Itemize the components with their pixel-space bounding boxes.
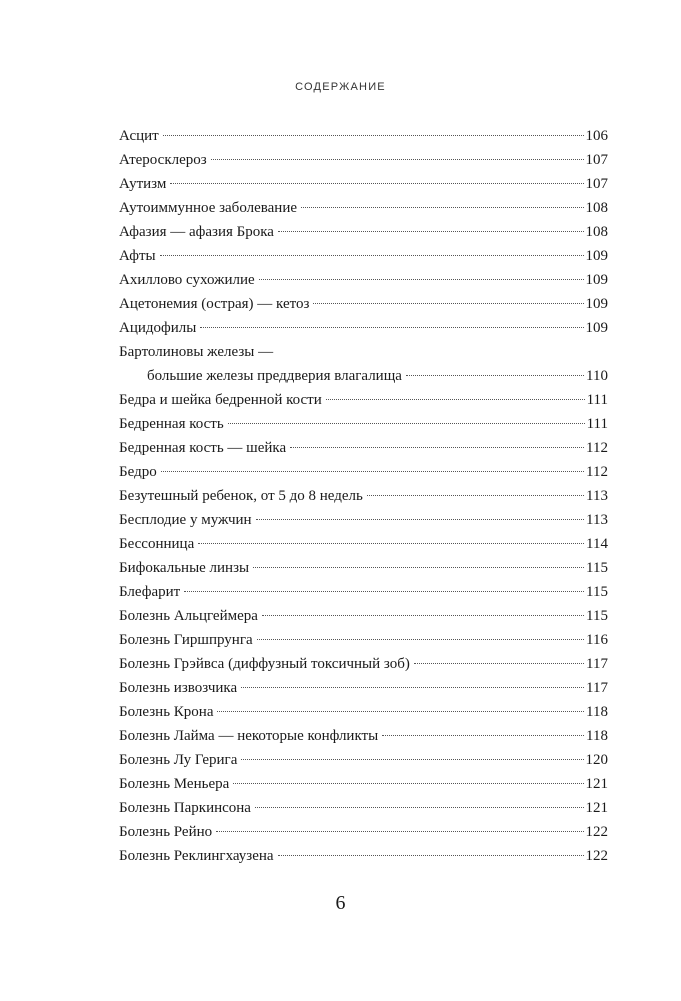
toc-entry-page: 117 xyxy=(586,656,608,672)
toc-entry xyxy=(119,508,608,532)
toc-entry xyxy=(119,196,608,220)
toc-entry xyxy=(119,268,608,292)
toc-entry-title: Болезнь Рейно xyxy=(119,824,213,840)
toc-entry-title: Ахиллово сухожилие xyxy=(119,272,255,288)
toc-entry-page: 107 xyxy=(585,152,608,168)
toc-entry-title: Бартолиновы железы — xyxy=(119,344,274,360)
toc-entry-page: 106 xyxy=(585,128,608,144)
toc-entry-page: 121 xyxy=(585,800,608,816)
toc-entry-title: Блефарит xyxy=(119,584,181,600)
toc-entry-title: Асцит xyxy=(119,128,159,144)
toc-dot-leader xyxy=(198,543,584,544)
toc-entry-title-continuation: большие железы преддверия влагалища xyxy=(147,368,402,384)
toc-entry xyxy=(119,748,608,772)
toc-dot-leader xyxy=(262,615,584,616)
toc-dot-leader xyxy=(256,519,584,520)
toc-dot-leader xyxy=(259,279,584,280)
toc-dot-leader xyxy=(257,639,584,640)
toc-dot-leader xyxy=(200,327,583,328)
toc-entry xyxy=(119,124,608,148)
toc-entry-title: Ацетонемия (острая) — кетоз xyxy=(119,296,310,312)
toc-entry-title: Бедренная кость xyxy=(119,416,224,432)
toc-dot-leader xyxy=(278,855,584,856)
toc-dot-leader xyxy=(241,759,583,760)
toc-entry-title: Бедра и шейка бедренной кости xyxy=(119,392,322,408)
toc-dot-leader xyxy=(211,159,584,160)
toc-entry-title: Атеросклероз xyxy=(119,152,207,168)
toc-entry-page: 109 xyxy=(585,248,608,264)
toc-entry-title: Болезнь Альцгеймера xyxy=(119,608,258,624)
toc-dot-leader xyxy=(217,711,584,712)
toc-entry-title: Бедро xyxy=(119,464,157,480)
toc-entry-title: Бедренная кость — шейка xyxy=(119,440,287,456)
toc-entry-page: 120 xyxy=(585,752,608,768)
toc-entry-title: Болезнь Лу Герига xyxy=(119,752,238,768)
toc-dot-leader xyxy=(367,495,584,496)
toc-dot-leader xyxy=(301,207,583,208)
toc-entry xyxy=(119,148,608,172)
toc-dot-leader xyxy=(313,303,583,304)
toc-entry xyxy=(119,628,608,652)
toc-entry-title: Болезнь Лайма — некоторые конфликты xyxy=(119,728,379,744)
toc-entry xyxy=(119,820,608,844)
toc-entry-title: Безутешный ребенок, от 5 до 8 недель xyxy=(119,488,363,504)
toc-entry-title: Болезнь извозчика xyxy=(119,680,238,696)
toc-dot-leader xyxy=(278,231,584,232)
toc-entry-page: 112 xyxy=(586,464,608,480)
toc-entry-title: Афты xyxy=(119,248,156,264)
toc-entry xyxy=(119,388,608,412)
toc-entry xyxy=(119,484,608,508)
toc-entry-title: Болезнь Реклингхаузена xyxy=(119,848,274,864)
toc-entry-title: Аутоиммунное заболевание xyxy=(119,200,298,216)
toc-entry-page: 118 xyxy=(586,704,608,720)
toc-entry-page: 112 xyxy=(586,440,608,456)
toc-entry-page: 116 xyxy=(586,632,608,648)
toc-entry xyxy=(119,292,608,316)
toc-dot-leader xyxy=(382,735,584,736)
toc-entry xyxy=(119,580,608,604)
toc-dot-leader xyxy=(253,567,584,568)
toc-entry xyxy=(119,532,608,556)
toc-entry-title: Бесплодие у мужчин xyxy=(119,512,252,528)
toc-dot-leader xyxy=(228,423,585,424)
toc-dot-leader xyxy=(290,447,584,448)
toc-entry xyxy=(119,772,608,796)
toc-entry xyxy=(119,676,608,700)
toc-entry xyxy=(119,796,608,820)
toc-entry-page: 115 xyxy=(586,560,608,576)
toc-entry-title: Болезнь Паркинсона xyxy=(119,800,251,816)
page-header: СОДЕРЖАНИЕ xyxy=(295,81,386,93)
toc-entry-page: 113 xyxy=(586,488,608,504)
toc-entry xyxy=(119,316,608,340)
toc-entry-page: 122 xyxy=(585,824,608,840)
toc-entry-page: 122 xyxy=(585,848,608,864)
toc-dot-leader xyxy=(406,375,584,376)
toc-entry-title: Аутизм xyxy=(119,176,167,192)
toc-entry-title: Бифокальные линзы xyxy=(119,560,250,576)
toc-dot-leader xyxy=(414,663,584,664)
toc-entry xyxy=(119,604,608,628)
toc-entry-page: 107 xyxy=(585,176,608,192)
page-number: 6 xyxy=(335,892,346,914)
toc-dot-leader xyxy=(163,135,584,136)
toc-entry-page: 111 xyxy=(586,392,608,408)
toc-entry-title: Болезнь Гиршпрунга xyxy=(119,632,253,648)
toc-entry-title: Бессонница xyxy=(119,536,195,552)
toc-entry-page: 117 xyxy=(586,680,608,696)
toc-entry-page: 110 xyxy=(586,368,608,384)
toc-entry xyxy=(119,724,608,748)
toc-entry xyxy=(119,652,608,676)
toc-entry-page: 108 xyxy=(585,200,608,216)
toc-entry xyxy=(119,244,608,268)
toc-entry-title: Болезнь Меньера xyxy=(119,776,230,792)
toc-entry-page: 109 xyxy=(585,320,608,336)
toc-entry xyxy=(119,436,608,460)
toc-dot-leader xyxy=(161,471,584,472)
toc-dot-leader xyxy=(160,255,584,256)
toc-entry xyxy=(119,700,608,724)
toc-entry-page: 115 xyxy=(586,608,608,624)
toc-dot-leader xyxy=(233,783,583,784)
toc-dot-leader xyxy=(216,831,583,832)
toc-entry-title: Болезнь Грэйвса (диффузный токсичный зоб) xyxy=(119,656,410,672)
table-of-contents xyxy=(119,124,608,868)
toc-entry-page: 115 xyxy=(586,584,608,600)
toc-entry-title: Болезнь Крона xyxy=(119,704,214,720)
toc-entry-page: 114 xyxy=(586,536,608,552)
toc-entry xyxy=(119,460,608,484)
toc-dot-leader xyxy=(255,807,584,808)
toc-entry xyxy=(119,340,608,388)
toc-entry-title: Афазия — афазия Брока xyxy=(119,224,274,240)
toc-entry-page: 113 xyxy=(586,512,608,528)
toc-entry xyxy=(119,172,608,196)
toc-entry-page: 109 xyxy=(585,272,608,288)
toc-dot-leader xyxy=(241,687,584,688)
toc-entry-page: 118 xyxy=(586,728,608,744)
toc-entry xyxy=(119,844,608,868)
toc-entry xyxy=(119,412,608,436)
toc-entry xyxy=(119,556,608,580)
toc-dot-leader xyxy=(170,183,583,184)
toc-entry-page: 109 xyxy=(585,296,608,312)
toc-entry-page: 121 xyxy=(585,776,608,792)
toc-dot-leader xyxy=(326,399,585,400)
toc-entry-title: Ацидофилы xyxy=(119,320,197,336)
toc-entry-page: 108 xyxy=(585,224,608,240)
toc-entry-page: 111 xyxy=(586,416,608,432)
toc-dot-leader xyxy=(184,591,584,592)
toc-entry xyxy=(119,220,608,244)
